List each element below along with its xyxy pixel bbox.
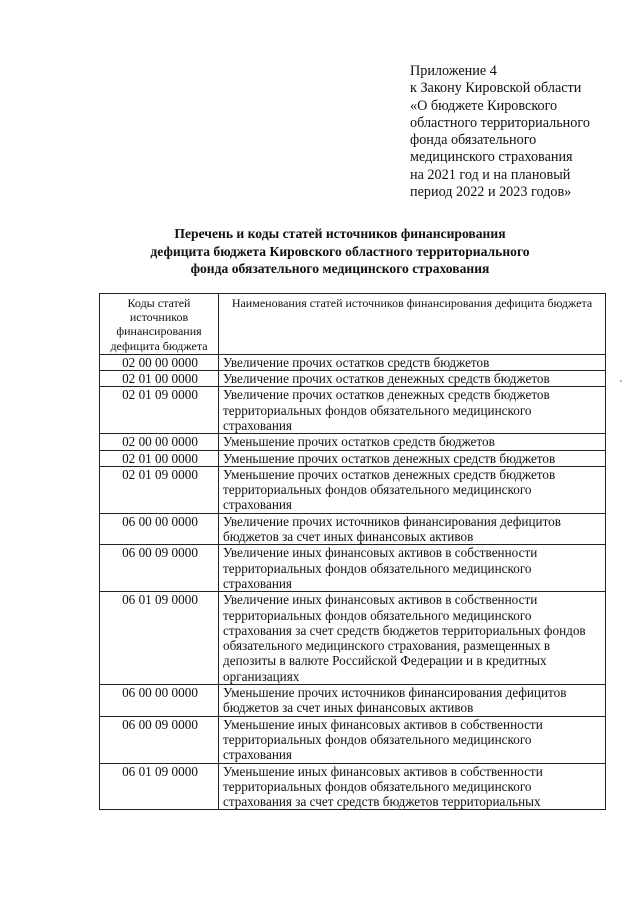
table-row (100, 716, 606, 763)
header-names: Наименования статей источников финансирования дефицита бюджета (219, 294, 606, 355)
document-title (100, 225, 580, 278)
table-row (100, 466, 606, 513)
row-code: 02 00 00 0000 (100, 434, 219, 450)
row-name: Увеличение прочих остатков денежных средств бюджетов (219, 371, 606, 387)
table-row (100, 513, 606, 545)
appendix-line: фонда обязательного (410, 132, 537, 149)
row-name: Увеличение прочих источников финансирования дефицитов бюджетов за счет иных финансовых активов (219, 513, 606, 545)
row-name: Увеличение прочих остатков средств бюджетов (219, 354, 606, 370)
appendix-line: Приложение 4 (410, 63, 497, 79)
row-name: Уменьшение прочих остатков денежных средств бюджетов (219, 450, 606, 466)
table-row (100, 450, 606, 466)
appendix-line: к Закону Кировской области (410, 80, 582, 97)
title-line: Перечень и коды статей источников финансирования (174, 226, 506, 241)
row-code: 02 01 09 0000 (100, 387, 219, 434)
table-row (100, 387, 606, 434)
row-name: Увеличение иных финансовых активов в собственности территориальных фондов обязательного медицинского страхования (219, 545, 606, 592)
row-code: 06 01 09 0000 (100, 592, 219, 685)
row-code: 02 01 00 0000 (100, 450, 219, 466)
appendix-line: областного территориального (410, 114, 590, 131)
row-code: 06 00 00 0000 (100, 513, 219, 545)
table-row (100, 592, 606, 685)
row-code: 06 01 09 0000 (100, 763, 219, 810)
appendix-line: медицинского страхования (410, 149, 573, 166)
table-header-row (100, 294, 606, 355)
row-code: 02 01 09 0000 (100, 466, 219, 513)
row-name: Уменьшение прочих остатков средств бюджетов (219, 434, 606, 450)
appendix-line: на 2021 год и на плановый (410, 166, 571, 183)
row-name: Уменьшение прочих остатков денежных средств бюджетов территориальных фондов обязательного медицинского страхования (219, 466, 606, 513)
row-code: 06 00 09 0000 (100, 716, 219, 763)
row-name: Уменьшение иных финансовых активов в собственности территориальных фондов обязательного медицинского страхования за счет средств бюджетов территориальных (219, 763, 606, 810)
appendix-note (410, 63, 632, 201)
row-code: 02 00 00 0000 (100, 354, 219, 370)
appendix-line: «О бюджете Кировского (410, 97, 558, 114)
scan-speck (620, 380, 622, 382)
row-name: Увеличение прочих остатков денежных средств бюджетов территориальных фондов обязательного медицинского страхования (219, 387, 606, 434)
table-row (100, 545, 606, 592)
table-row (100, 371, 606, 387)
title-line: дефицита бюджета Кировского областного территориального (150, 243, 530, 259)
row-name: Уменьшение прочих источников финансирования дефицитов бюджетов за счет иных финансовых активов (219, 685, 606, 717)
row-code: 02 01 00 0000 (100, 371, 219, 387)
row-name: Увеличение иных финансовых активов в собственности территориальных фондов обязательного медицинского страхования за счет средств бюджетов территориальных фондов обязательного медицинского страхования, размещенных в депозиты в валюте Российской Федерации и в кредитных организациях (219, 592, 606, 685)
appendix-line: период 2022 и 2023 годов» (410, 184, 572, 201)
title-line: фонда обязательного медицинского страхования (190, 261, 490, 276)
row-code: 06 00 00 0000 (100, 685, 219, 717)
table-row (100, 354, 606, 370)
table-row (100, 434, 606, 450)
table-row (100, 685, 606, 717)
table-row (100, 763, 606, 810)
row-name: Уменьшение иных финансовых активов в собственности территориальных фондов обязательного медицинского страхования (219, 716, 606, 763)
header-codes: Коды статей источников финансирования дефицита бюджета (100, 294, 219, 355)
row-code: 06 00 09 0000 (100, 545, 219, 592)
budget-sources-table (99, 293, 606, 810)
